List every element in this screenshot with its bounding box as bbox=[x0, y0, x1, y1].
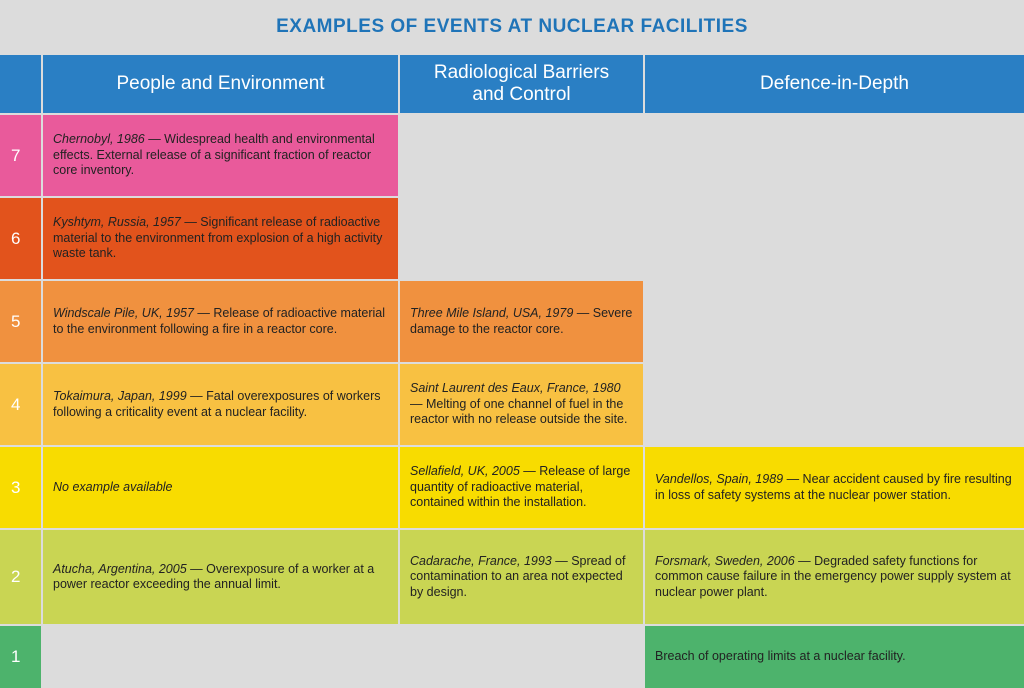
event-barriers-level-2 bbox=[400, 530, 643, 624]
event-description: — Release of radioactive material to the environment following a fire in a reactor core. bbox=[53, 306, 385, 336]
level-2: 2 bbox=[0, 530, 41, 624]
event-description: — Spread of contamination to an area not expected by design. bbox=[410, 553, 626, 599]
event-people-level-4 bbox=[43, 364, 398, 445]
header-barriers-line2: and Control bbox=[472, 84, 571, 105]
event-name: Forsmark, Sweden, 2006 bbox=[655, 553, 795, 568]
event-description: — Melting of one channel of fuel in the reactor with no release outside the site. bbox=[410, 396, 628, 427]
event-people-level-5 bbox=[43, 281, 398, 362]
event-description: — Release of large quantity of radioactive material, contained within the installation. bbox=[410, 464, 631, 510]
event-defence-level-3 bbox=[645, 447, 1024, 528]
event-name: No example available bbox=[53, 479, 173, 494]
level-7: 7 bbox=[0, 115, 41, 196]
event-people-level-6 bbox=[43, 198, 398, 279]
event-name: Three Mile Island, USA, 1979 bbox=[410, 306, 574, 320]
event-defence-level-2 bbox=[645, 530, 1024, 624]
event-defence-level-1 bbox=[645, 626, 1024, 688]
level-3: 3 bbox=[0, 447, 41, 528]
event-barriers-level-5 bbox=[400, 281, 643, 362]
event-name: Windscale Pile, UK, 1957 bbox=[53, 306, 194, 320]
level-5: 5 bbox=[0, 281, 41, 362]
event-description: — Degraded safety functions for common cause failure in the emergency power supply system at nuclear power plant. bbox=[655, 553, 1011, 599]
event-people-level-3 bbox=[43, 447, 398, 528]
header-radiological-barriers bbox=[400, 55, 643, 113]
event-description: — Significant release of radioactive material to the environment from explosion of a high activity waste tank. bbox=[53, 215, 383, 261]
event-description: — Fatal overexposures of workers following a criticality event at a nuclear facility. bbox=[53, 389, 381, 419]
event-name: Kyshtym, Russia, 1957 bbox=[53, 215, 181, 230]
level-6: 6 bbox=[0, 198, 41, 279]
event-name: Cadarache, France, 1993 bbox=[410, 553, 552, 568]
header-defence-in-depth: Defence-in-Depth bbox=[645, 55, 1024, 113]
event-description: — Overexposure of a worker at a power reactor exceeding the annual limit. bbox=[53, 561, 375, 591]
level-1: 1 bbox=[0, 626, 41, 688]
event-barriers-level-3 bbox=[400, 447, 643, 528]
event-name: Saint Laurent des Eaux, France, 1980 bbox=[410, 381, 621, 396]
header-barriers-line1: Radiological Barriers bbox=[433, 62, 610, 83]
event-barriers-level-4 bbox=[400, 364, 643, 445]
event-people-level-2 bbox=[43, 530, 398, 624]
event-name: Tokaimura, Japan, 1999 bbox=[53, 389, 187, 403]
event-description: — Widespread health and environmental effects. External release of a significant fraction of reactor core inventory. bbox=[53, 132, 375, 178]
event-description: Breach of operating limits at a nuclear facility. bbox=[655, 649, 906, 664]
event-name: Chernobyl, 1986 bbox=[53, 132, 145, 147]
level-4: 4 bbox=[0, 364, 41, 445]
event-name: Sellafield, UK, 2005 bbox=[410, 464, 520, 479]
page-title: EXAMPLES OF EVENTS AT NUCLEAR FACILITIES bbox=[276, 16, 748, 37]
header-people-environment: People and Environment bbox=[43, 55, 398, 113]
header-corner bbox=[0, 55, 41, 113]
event-description: — Severe damage to the reactor core. bbox=[410, 306, 633, 336]
event-description: — Near accident caused by fire resulting in loss of safety systems at the nuclear power station. bbox=[655, 472, 1012, 502]
event-people-level-7 bbox=[43, 115, 398, 196]
event-name: Vandellos, Spain, 1989 bbox=[655, 472, 784, 486]
event-name: Atucha, Argentina, 2005 bbox=[53, 561, 187, 576]
